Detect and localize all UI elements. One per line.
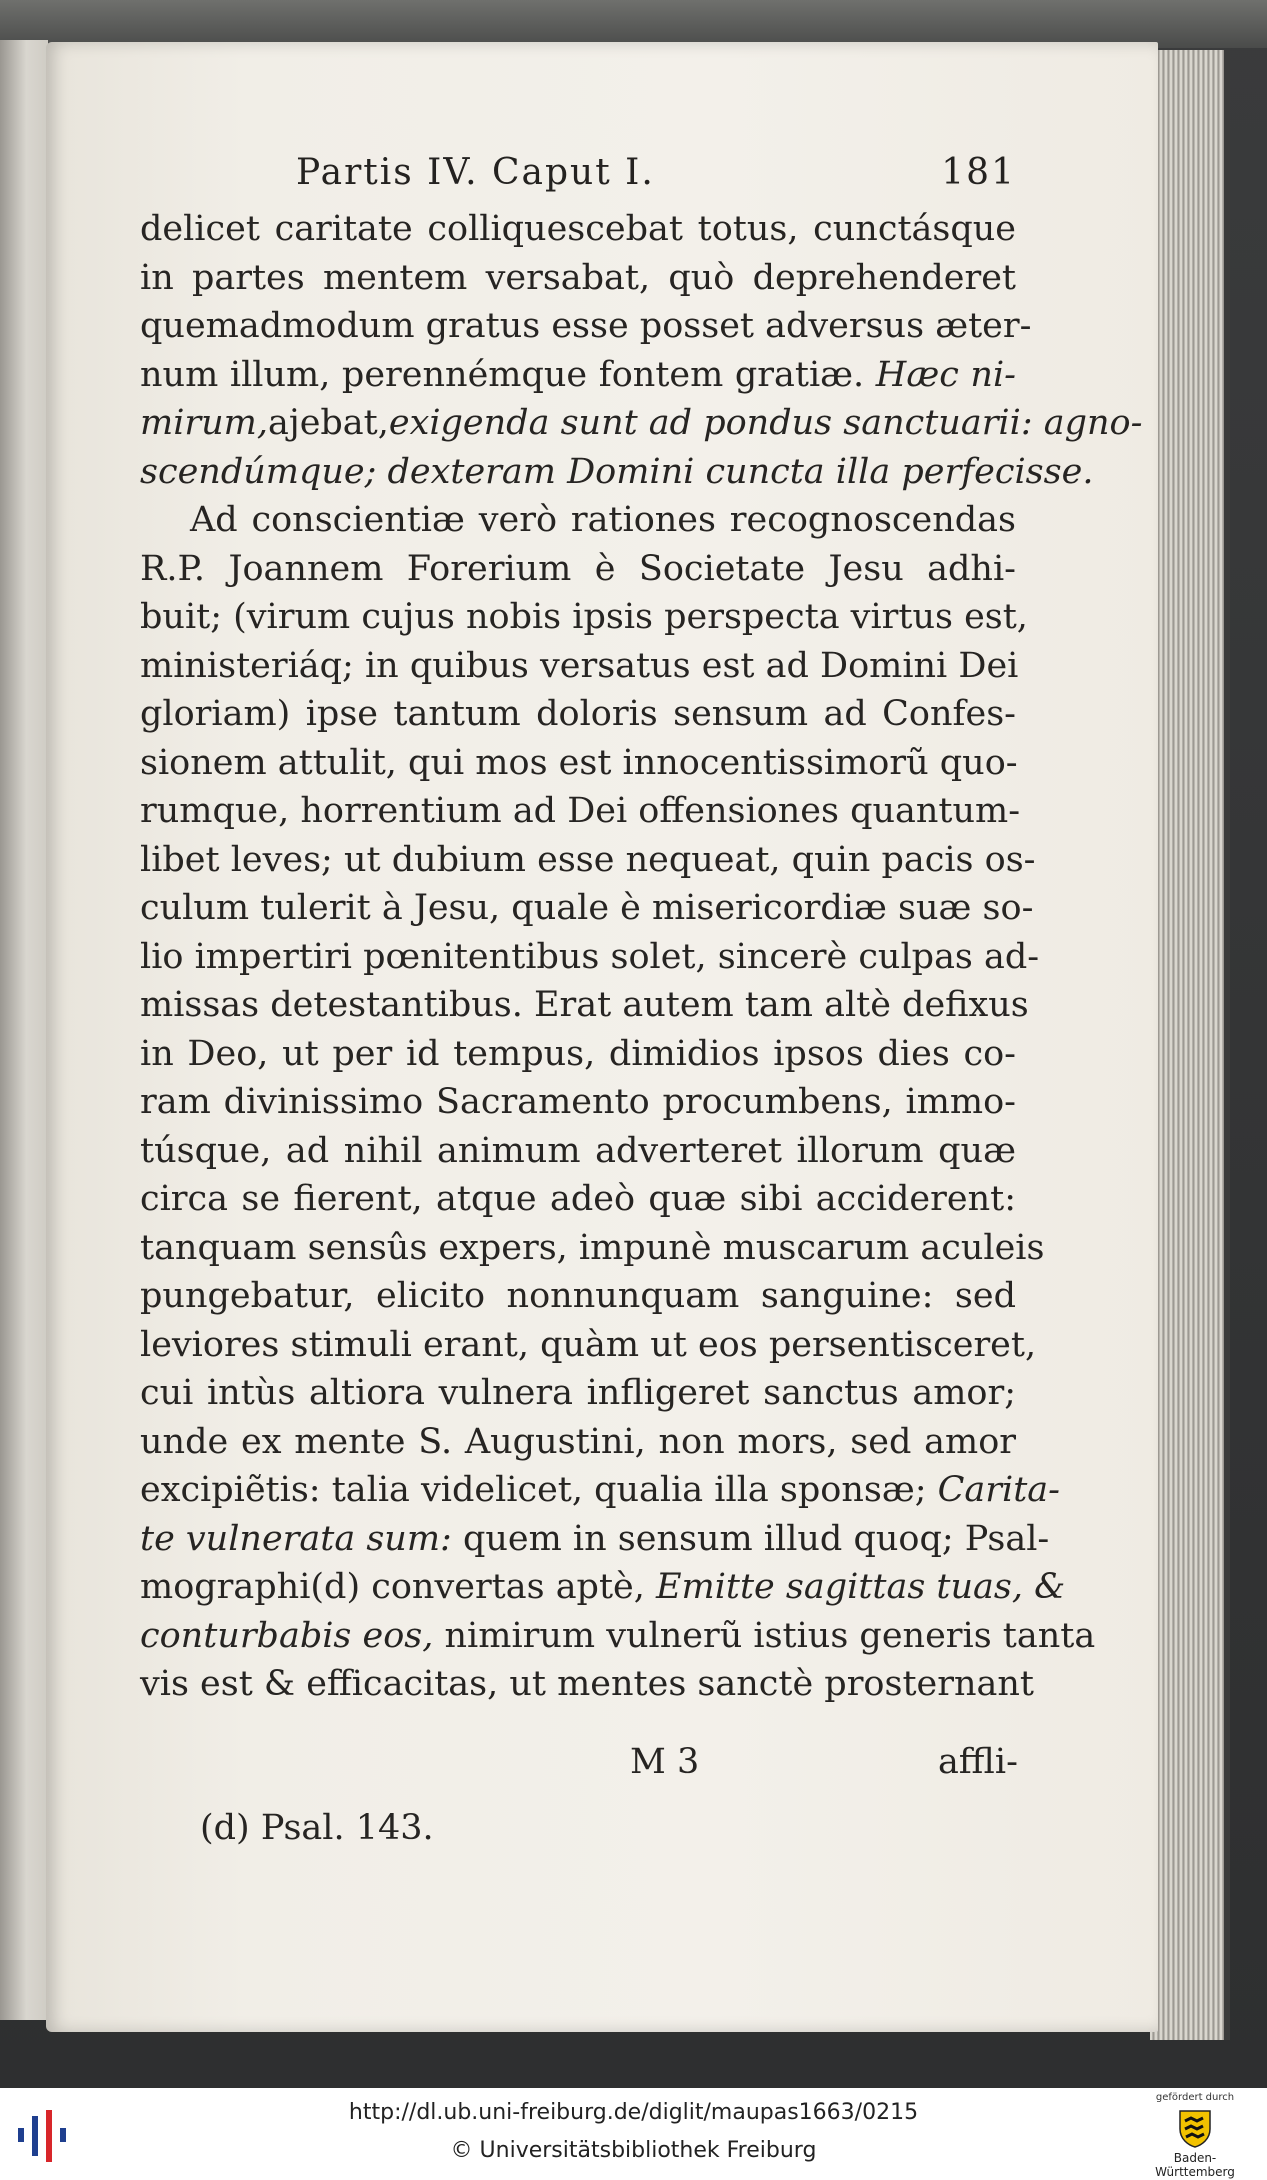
text-line [140,836,1036,885]
text-line [140,351,1016,400]
roman-run: leviores stimuli erant, quàm ut eos persentisceret, [140,1324,1037,1365]
text-line [140,1612,1096,1661]
roman-run: culum tulerit à Jesu, quale è misericordiæ suæ so- [140,888,1034,928]
roman-run: quemadmodum gratus esse posset adversus æter- [140,306,1032,346]
text-line [140,739,1016,788]
roman-run: excipiẽtis: talia videlicet, qualia illa sponsæ; [140,1470,938,1510]
text-line [140,1321,1037,1370]
roman-run: ajebat, [267,403,389,443]
text-line [140,496,1016,545]
running-title: Partis IV. Caput I. [296,152,655,193]
text-line [140,933,1040,982]
roman-run: sionem attulit, qui mos est innocentissimorũ quo- [140,742,1018,783]
text-line [140,690,1016,739]
sponsor-block [1135,2092,1255,2178]
roman-run: buit; (virum cujus nobis ipsis perspecta virtus est, [140,597,1028,637]
italic-run: scendúmque; dexteram Domini cuncta illa perfecisse. [140,451,1094,492]
book-fore-edge [1150,50,1230,2040]
text-line [140,1127,1016,1176]
page-number: 181 [941,152,1016,193]
roman-run: missas detestantibus. Erat autem tam altè defixus [140,985,1029,1025]
text-line [140,884,1034,933]
roman-run: gloriam) ipse tantum doloris sensum ad Confes- [140,694,1016,734]
roman-run: ministeriáq; in quibus versatus est ad Domini Dei [140,645,1019,686]
roman-run: cui intùs altiora vulnera infligeret sanctus amor; [140,1373,1016,1413]
roman-run: quem in sensum illud quoq; Psal- [451,1518,1050,1559]
roman-run: delicet caritate colliquescebat totus, cunctásque [140,209,1016,249]
italic-run: Carita- [937,1470,1060,1510]
roman-run: Ad conscientiæ verò rationes recognoscendas [190,500,1016,540]
text-line [140,254,1016,303]
sponsor-state: Baden-Württemberg [1155,2151,1235,2179]
signature-mark: M 3 [630,1742,700,1782]
text-line [140,642,1019,691]
text-line [140,1078,1016,1127]
copyright-notice: © Universitätsbibliothek Freiburg [450,2138,817,2163]
roman-run: libet leves; ut dubium esse nequeat, quin pacis os- [140,839,1036,880]
roman-run: rumque, horrentium ad Dei offensiones quantum- [140,791,1021,831]
italic-run: Emitte sagittas tuas, & [656,1567,1066,1607]
state-crest-icon [1176,2107,1214,2149]
page-header [296,152,1016,202]
footnote: (d) Psal. 143. [200,1808,434,1848]
italic-run: te vulnerata sum: [140,1518,452,1559]
text-line [140,448,1094,497]
italic-run: Hæc ni- [875,354,1016,395]
roman-run: lio impertiri pœnitentibus solet, sincerè culpas ad- [140,936,1040,977]
text-line [140,1563,1066,1612]
roman-run: tanquam sensûs expers, impunè muscarum aculeis [140,1227,1045,1268]
page-url[interactable]: http://dl.ub.uni-freiburg.de/diglit/maupas1663/0215 [348,2100,919,2125]
text-line [140,1418,1016,1467]
text-line [140,1030,1016,1079]
text-line [140,1272,1016,1321]
roman-run: unde ex mente S. Augustini, non mors, sed amor [140,1421,1016,1462]
text-line [140,399,1143,448]
text-line [140,302,1032,351]
catchword: affli- [938,1742,1018,1782]
text-line [140,545,1016,594]
roman-run: nimirum vulnerũ istius generis tanta [433,1615,1096,1656]
text-line [140,205,1016,254]
roman-run: vis est & efficacitas, ut mentes sanctè prosternant [140,1664,1034,1704]
italic-run: conturbabis eos, [140,1615,434,1656]
roman-run: in partes mentem versabat, quò deprehenderet [140,257,1016,298]
text-line [140,1224,1045,1273]
roman-run: in Deo, ut per id tempus, dimidios ipsos dies co- [140,1033,1016,1074]
scanner-top-edge [0,0,1267,48]
italic-run: exigenda sunt ad pondus sanctuarii: agno- [388,403,1143,443]
italic-run: mirum, [140,403,268,443]
text-line [140,787,1021,836]
text-line [140,981,1029,1030]
roman-run: túsque, ad nihil animum adverteret illorum quæ [140,1130,1016,1171]
info-bar [0,2088,1267,2180]
text-line [140,1466,1060,1515]
text-line [140,593,1028,642]
roman-run: circa se fierent, atque adeò quæ sibi acciderent: [140,1179,1016,1219]
roman-run: pungebatur, elicito nonnunquam sanguine: sed [140,1276,1016,1316]
book-left-edge [0,40,48,2020]
text-line [140,1175,1016,1224]
roman-run: ram divinissimo Sacramento procumbens, immo- [140,1082,1016,1122]
body-text [140,205,1143,1709]
text-line [140,1660,1034,1709]
roman-run: num illum, perennémque fontem gratiæ. [140,354,876,395]
roman-run: mographi(d) convertas aptè, [140,1567,656,1607]
sponsor-label: gefördert durch [1155,2092,1235,2103]
text-line [140,1515,1050,1564]
text-line [140,1369,1016,1418]
roman-run: R.P. Joannem Forerium è Societate Jesu adhi- [140,548,1016,589]
